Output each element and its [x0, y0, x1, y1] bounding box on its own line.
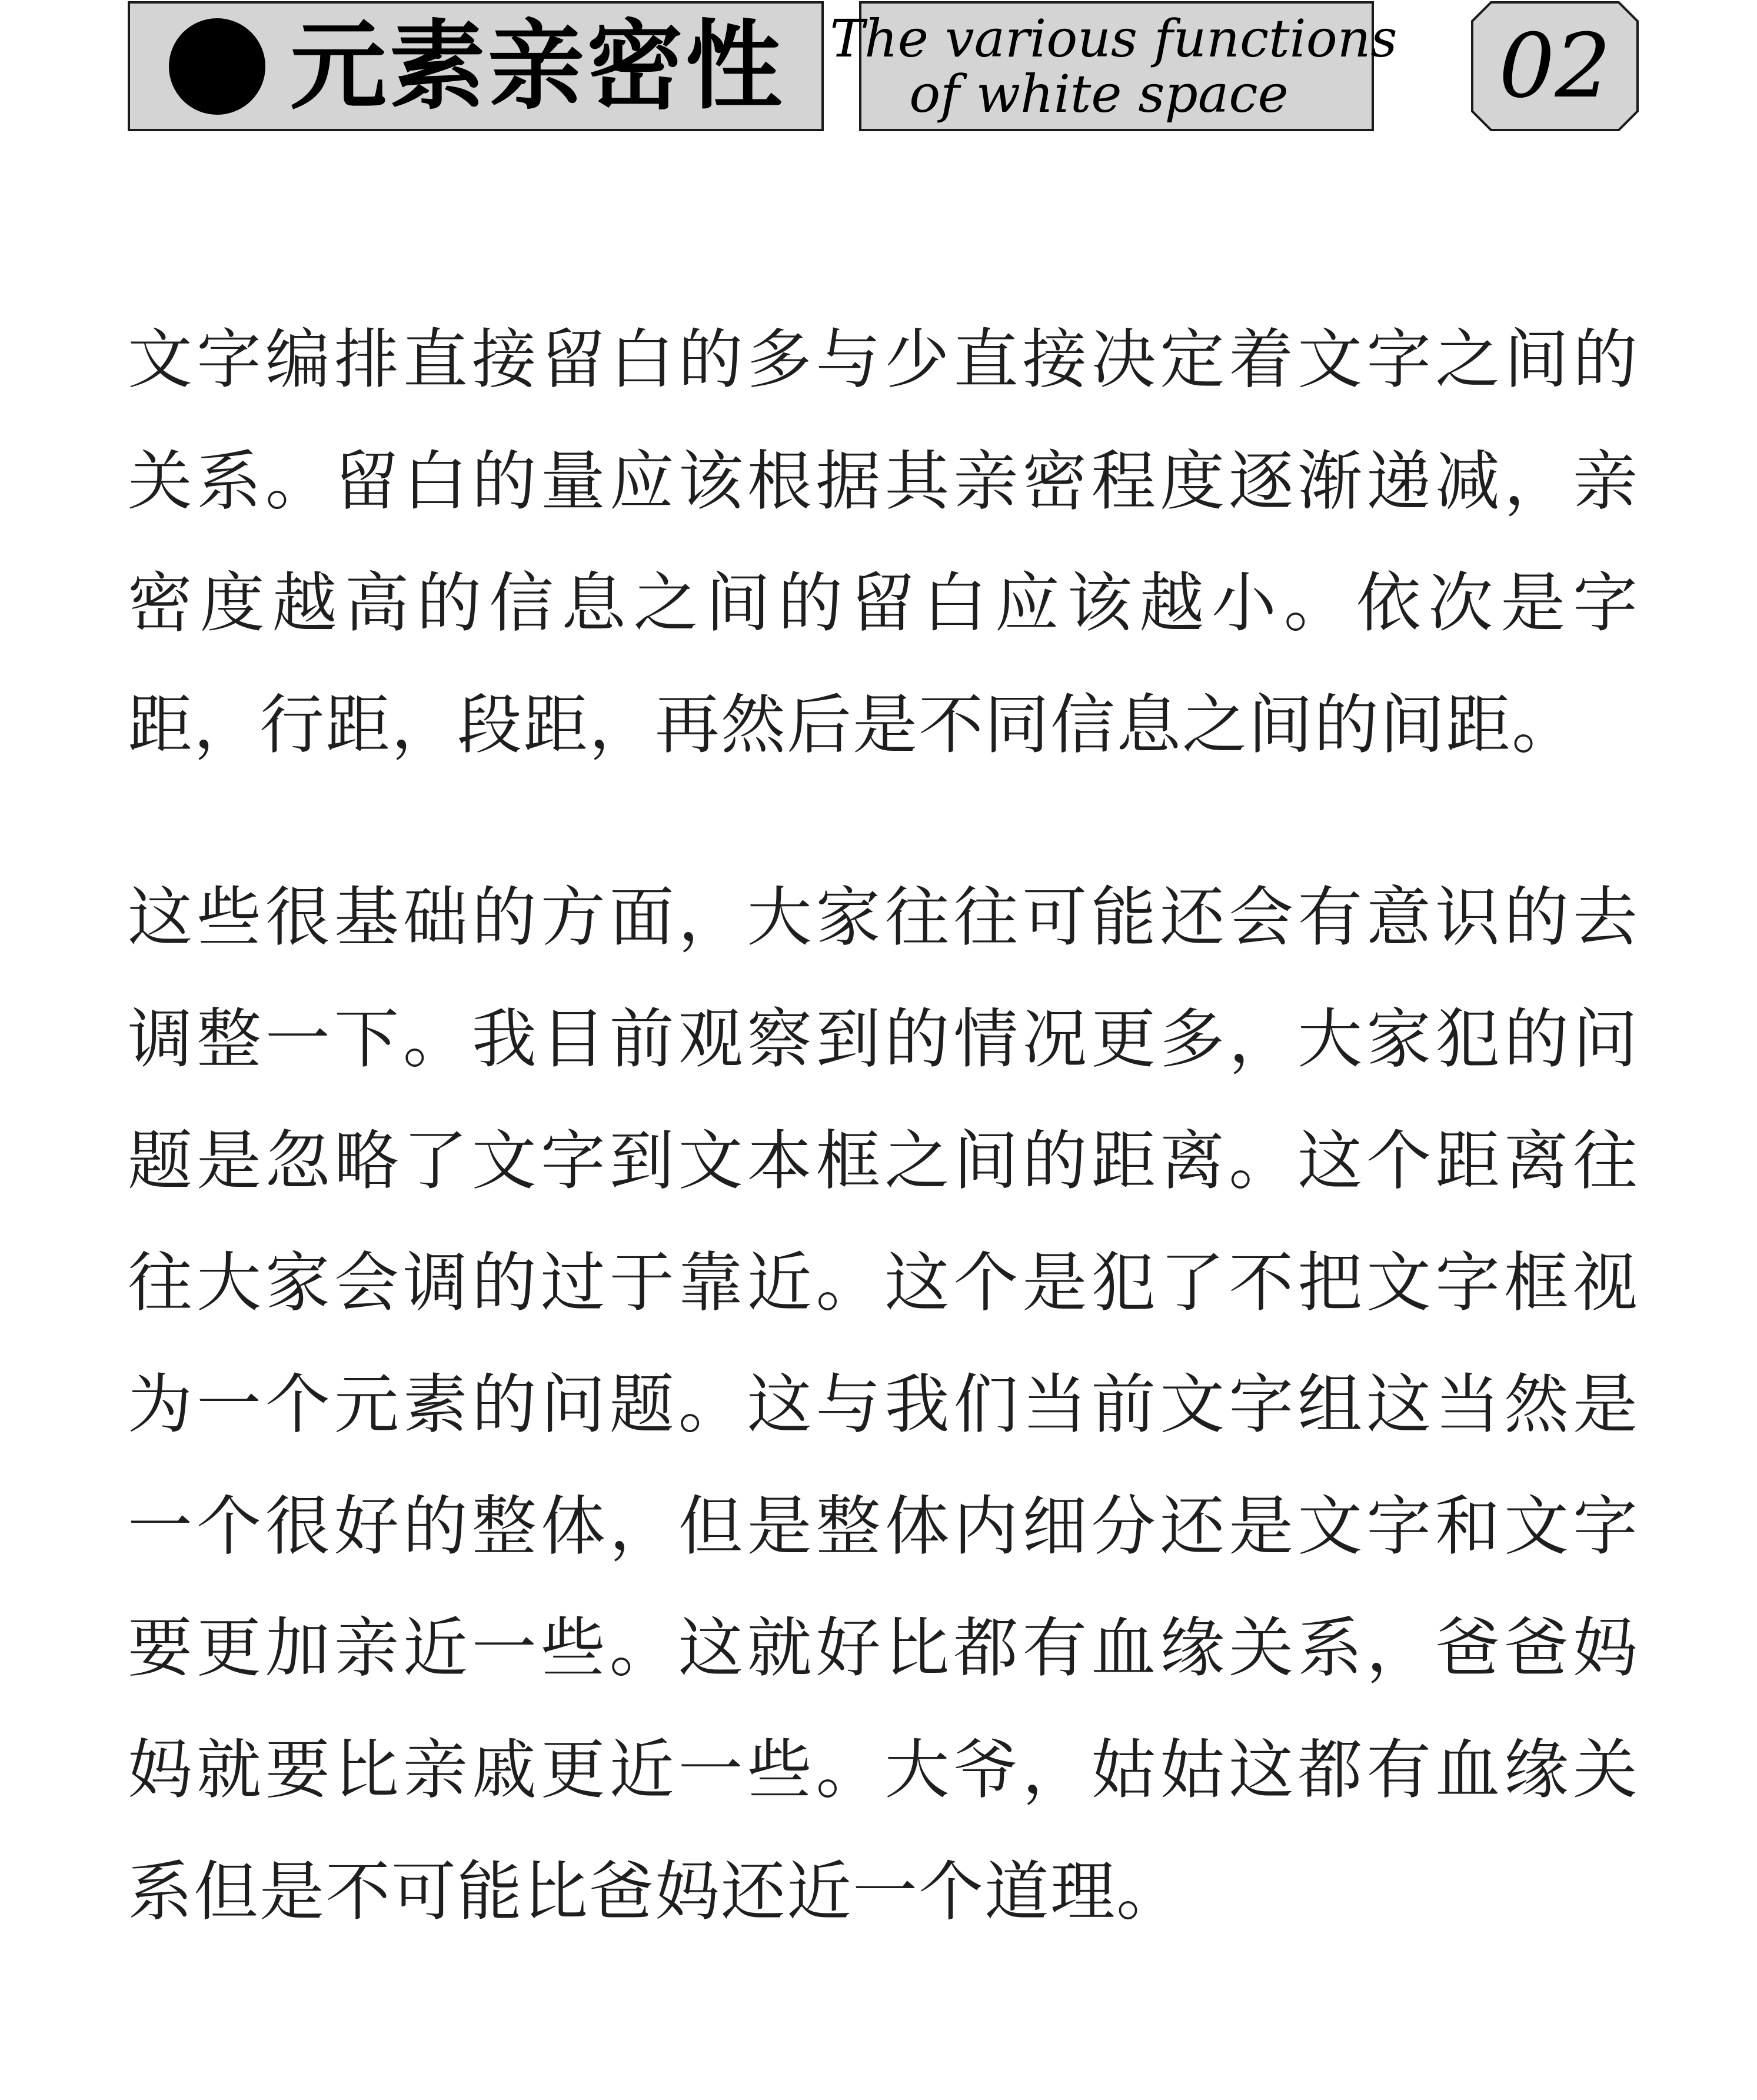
- paragraph-2: 这些很基础的方面，大家往往可能还会有意识的去调整一下。我目前观察到的情况更多，大家犯的问题是忽略了文字到文本框之间的距离。这个距离往往大家会调的过于靠近。这个是犯了不把文字框视为一个元素的问题。这与我们当前文字组这当然是一个很好的整体，但是整体内细分还是文字和文字要更加亲近一些。这就好比都有血缘关系，爸爸妈妈就要比亲戚更近一些。大爷，姑姑这都有血缘关系但是不可能比爸妈还近一个道理。: [128, 880, 1639, 1929]
- paragraph-1: 文字编排直接留白的多与少直接决定着文字之间的关系。留白的量应该根据其亲密程度逐渐递减，亲密度越高的信息之间的留白应该越小。依次是字距，行距，段距，再然后是不同信息之间的间距。: [128, 322, 1639, 763]
- subtitle-line-1: The various functions: [830, 8, 1397, 69]
- section-title-box: [128, 1, 824, 131]
- page-number: 02: [1499, 15, 1611, 118]
- article-body: [128, 299, 1639, 1953]
- page-number-badge: [1471, 1, 1639, 131]
- section-title: 元素亲密性: [290, 9, 785, 122]
- subtitle-box: [830, 1, 1397, 131]
- subtitle-line-2: of white space: [909, 63, 1289, 124]
- bullet-dot-icon: [169, 18, 265, 115]
